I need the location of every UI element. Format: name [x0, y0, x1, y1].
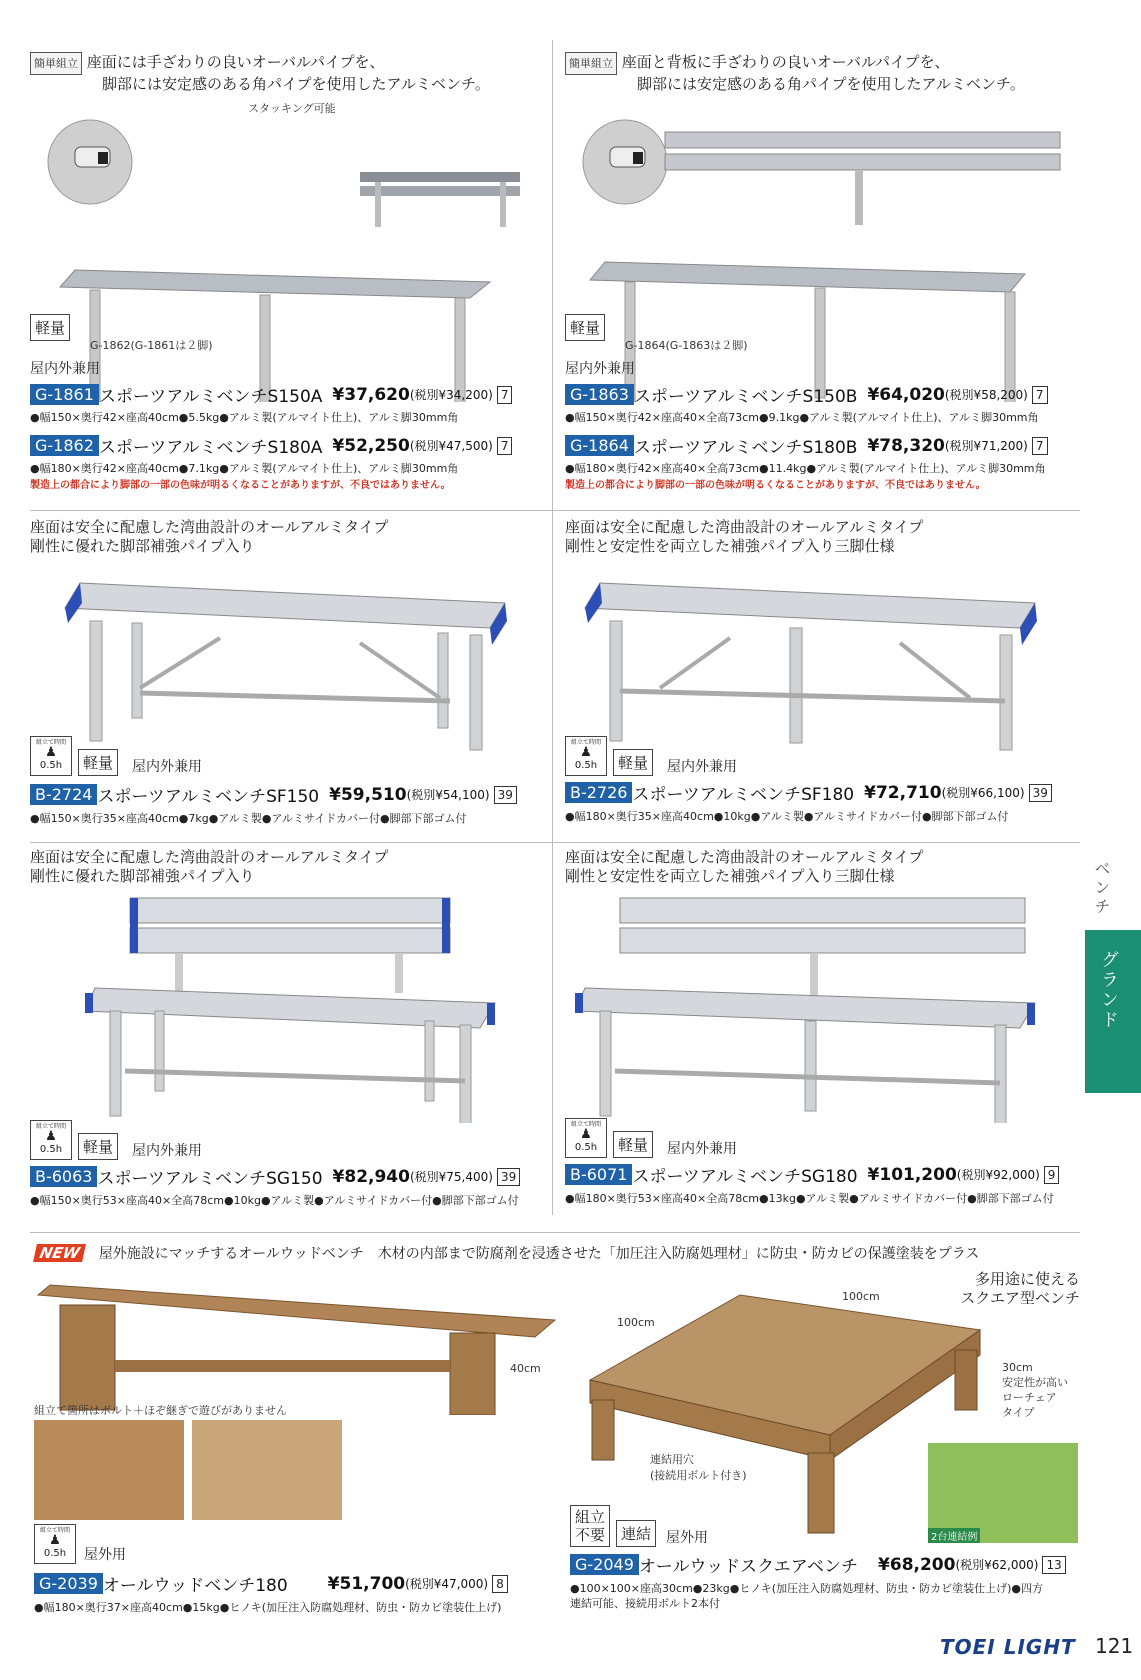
stacking-label: スタッキング可能	[248, 102, 336, 115]
joint-photo-2	[192, 1420, 342, 1520]
photo-label: 2台連結例	[928, 1528, 980, 1543]
dim-height-40: 40cm	[510, 1362, 541, 1375]
headline-2: 剛性と安定性を両立した補強パイプ入り三脚仕様	[565, 867, 895, 885]
product-row-g2049	[570, 1552, 1080, 1577]
page-ref: 13	[1042, 1556, 1065, 1574]
product-panel-g1863	[565, 52, 1080, 491]
product-price: ¥59,510	[329, 784, 407, 805]
lightweight-badge: 軽量	[565, 314, 605, 341]
price-excl-tax: (税別¥34,200)	[409, 388, 493, 402]
page-ref: 7	[1032, 437, 1048, 455]
product-price: ¥52,250	[332, 435, 410, 456]
page-ref: 7	[497, 386, 513, 404]
product-spec: ●幅180×奥行37×座高40cm●15kg●ヒノキ(加圧注入防腐処理材、防虫・防カビ塗装仕上げ)	[34, 1601, 502, 1614]
page-ref: 7	[497, 437, 513, 455]
product-row-g1861	[30, 382, 545, 407]
row-divider-2	[30, 842, 1080, 843]
product-price: ¥82,940	[332, 1166, 410, 1187]
assembly-time-icon: 組立て時間 ♟ 0.5h	[30, 736, 72, 776]
wood-headline-text: 屋外施設にマッチするオールウッドベンチ 木材の内部まで防腐剤を浸透させた「加圧注入防腐処理材」に防虫・防カビの保護塗装をプラス	[98, 1246, 980, 1262]
assembly-time-icon: 組立て時間 ♟ 0.5h	[565, 736, 607, 776]
wood-bench-illustration	[30, 1275, 560, 1415]
headline-2: 剛性に優れた脚部補強パイプ入り	[30, 867, 255, 885]
usage-label: 屋外用	[666, 1530, 709, 1546]
row-divider-1	[30, 510, 1080, 511]
price-excl-tax: (税別¥54,100)	[406, 788, 490, 802]
assembly-time-icon: 組立て時間 ♟ 0.5h	[34, 1524, 76, 1564]
product-name: スポーツアルミベンチSG180	[632, 1167, 858, 1187]
page-ref: 8	[492, 1575, 508, 1593]
new-badge: NEW	[33, 1244, 86, 1262]
column-divider	[552, 40, 553, 1215]
category-label: ベンチ	[1092, 860, 1111, 917]
dim-width-100: 100cm	[842, 1290, 880, 1303]
easy-assembly-tag: 簡単組立	[565, 52, 617, 75]
product-spec: ●幅150×奥行35×座高40cm●7kg●アルミ製●アルミサイドカバー付●脚部下部ゴム付	[30, 812, 467, 825]
headline-1: 座面は安全に配慮した湾曲設計のオールアルミタイプ	[565, 518, 924, 536]
product-name: スポーツアルミベンチS150A	[98, 387, 323, 407]
assembly-time-icon: 組立て時間 ♟ 0.5h	[565, 1118, 607, 1158]
price-excl-tax: (税別¥47,500)	[409, 439, 493, 453]
page-ref: 39	[1029, 784, 1052, 802]
product-row-b6071	[565, 1162, 1080, 1187]
product-code: G-1863	[565, 384, 634, 405]
price-excl-tax: (税別¥58,200)	[944, 388, 1028, 402]
price-excl-tax: (税別¥47,000)	[405, 1577, 489, 1591]
product-price: ¥37,620	[332, 384, 410, 405]
headline-2: 脚部には安定感のある角パイプを使用したアルミベンチ。	[637, 75, 1025, 93]
product-panel-g1861	[30, 52, 545, 491]
product-code: G-1864	[565, 435, 634, 456]
lightweight-badge: 軽量	[78, 1133, 118, 1160]
brand-logo: TOEI LIGHT	[940, 1635, 1076, 1659]
headline-1: 座面は安全に配慮した湾曲設計のオールアルミタイプ	[30, 518, 389, 536]
assembly-time-icon: 組立て時間 ♟ 0.5h	[30, 1120, 72, 1160]
product-code: B-6063	[30, 1166, 97, 1187]
product-price: ¥101,200	[867, 1164, 957, 1185]
headline-1: 座面は安全に配慮した湾曲設計のオールアルミタイプ	[30, 848, 389, 866]
headline-1: 座面は安全に配慮した湾曲設計のオールアルミタイプ	[565, 848, 924, 866]
bench-illustration-sf180	[580, 573, 1060, 753]
page-ref: 9	[1044, 1166, 1060, 1184]
color-warning: 製造上の都合により脚部の一部の色味が明るくなることがありますが、不良ではありません。	[30, 480, 451, 491]
usage-label: 屋外用	[84, 1547, 126, 1563]
kids-photo	[928, 1443, 1078, 1543]
product-spec: ●幅180×奥行42×座高40×全高73cm●11.4kg●アルミ製(アルマイト仕上)、アルミ脚30mm角	[565, 462, 1046, 475]
color-warning: 製造上の都合により脚部の一部の色味が明るくなることがありますが、不良ではありません。	[565, 480, 986, 491]
page-ref: 39	[497, 1168, 520, 1186]
product-price: ¥78,320	[867, 435, 945, 456]
product-spec-2: 連結可能、接続用ボルト2本付	[570, 1597, 720, 1610]
product-row-g1862	[30, 433, 545, 458]
product-code: B-6071	[565, 1164, 632, 1185]
product-spec: ●幅180×奥行35×座高40cm●10kg●アルミ製●アルミサイドカバー付●脚部下部ゴム付	[565, 810, 1009, 823]
product-spec: ●幅150×奥行53×座高40×全高78cm●10kg●アルミ製●アルミサイドカバー付●脚部下部ゴム付	[30, 1194, 519, 1207]
joint-photo-1	[34, 1420, 184, 1520]
product-row-b6063	[30, 1164, 545, 1189]
wood-headline	[35, 1243, 979, 1263]
product-price: ¥64,020	[867, 384, 945, 405]
bench-illustration-sg150	[85, 893, 505, 1123]
product-panel-b6071	[565, 848, 1080, 1205]
lightweight-badge: 軽量	[613, 1131, 653, 1158]
easy-assembly-tag: 簡単組立	[30, 52, 82, 75]
page-number: 121	[1095, 1634, 1134, 1658]
product-price: ¥68,200	[878, 1554, 956, 1575]
product-name: スポーツアルミベンチS180A	[98, 438, 323, 458]
product-row-b2724	[30, 782, 545, 807]
product-code: B-2724	[30, 784, 97, 805]
joint-note: 組立て箇所はボルト＋ほぞ継ぎで遊びがありません	[34, 1404, 287, 1417]
usage-label: 屋内外兼用	[30, 361, 100, 377]
product-code: G-2049	[570, 1554, 639, 1575]
bench-illustration-sf150	[60, 573, 530, 753]
product-name: スポーツアルミベンチSF180	[632, 785, 855, 805]
no-assembly-badge: 組立 不要	[570, 1505, 610, 1547]
lightweight-badge: 軽量	[613, 749, 653, 776]
page-ref: 39	[494, 786, 517, 804]
product-name: スポーツアルミベンチSG150	[97, 1169, 323, 1189]
product-panel-b6063	[30, 848, 545, 1207]
product-panel-b2726	[565, 518, 1080, 823]
price-excl-tax: (税別¥75,400)	[409, 1170, 493, 1184]
product-name: オールウッドスクエアベンチ	[638, 1557, 859, 1577]
price-excl-tax: (税別¥71,200)	[944, 439, 1028, 453]
product-spec: ●幅180×奥行42×座高40cm●7.1kg●アルミ製(アルマイト仕上)、アルミ脚30mm角	[30, 462, 459, 475]
product-panel-b2724	[30, 518, 545, 825]
product-name: スポーツアルミベンチS180B	[633, 438, 858, 458]
price-excl-tax: (税別¥62,000)	[955, 1558, 1039, 1572]
headline-2: 剛性に優れた脚部補強パイプ入り	[30, 537, 255, 555]
row-divider-3	[30, 1232, 1080, 1233]
product-row-g2039	[34, 1571, 554, 1596]
usage-label: 屋内外兼用	[565, 361, 635, 377]
product-spec: ●幅150×奥行42×座高40cm●5.5kg●アルミ製(アルマイト仕上)、アルミ脚30mm角	[30, 411, 459, 424]
lightweight-badge: 軽量	[30, 314, 70, 341]
price-excl-tax: (税別¥92,000)	[956, 1168, 1040, 1182]
headline-1: 座面には手ざわりの良いオーバルパイプを、	[86, 53, 385, 71]
product-row-g1864	[565, 433, 1080, 458]
headline-1: 座面と背板に手ざわりの良いオーバルパイプを、	[621, 53, 950, 71]
product-spec: ●幅180×奥行53×座高40×全高78cm●13kg●アルミ製●アルミサイドカバー付●脚部下部ゴム付	[565, 1192, 1054, 1205]
hole-note: 連結用穴 (接続用ボルト付き)	[650, 1453, 747, 1482]
product-price: ¥72,710	[864, 782, 942, 803]
product-spec: ●100×100×座高30cm●23kg●ヒノキ(加圧注入防腐処理材、防虫・防カビ塗装仕上げ)●四方	[570, 1582, 1043, 1595]
product-price: ¥51,700	[327, 1573, 406, 1594]
connectable-badge: 連結	[616, 1520, 656, 1547]
bench-illustration-s150a	[30, 102, 550, 402]
bench-illustration-s150b	[565, 102, 1080, 402]
product-spec: ●幅150×奥行42×座高40×全高73cm●9.1kg●アルミ製(アルマイト仕上)、アルミ脚30mm角	[565, 411, 1039, 424]
page-ref: 7	[1032, 386, 1048, 404]
model-caption: G-1864(G-1863は２脚)	[625, 339, 748, 352]
price-excl-tax: (税別¥66,100)	[941, 786, 1025, 800]
category-tab-label[interactable]: グランド	[1098, 950, 1119, 1030]
usage-label: 屋内外兼用	[132, 759, 203, 775]
square-title: 多用途に使える スクエア型ベンチ	[960, 1270, 1080, 1307]
product-name: オールウッドベンチ180	[102, 1576, 288, 1596]
lightweight-badge: 軽量	[78, 749, 118, 776]
product-name: スポーツアルミベンチSF150	[97, 787, 320, 807]
product-row-g1863	[565, 382, 1080, 407]
square-note: 30cm 安定性が高い ローチェア タイプ	[1002, 1361, 1068, 1419]
product-row-b2726	[565, 780, 1080, 805]
usage-label: 屋内外兼用	[132, 1143, 203, 1159]
dim-depth-100: 100cm	[617, 1316, 655, 1329]
usage-label: 屋内外兼用	[667, 1141, 738, 1157]
bench-illustration-sg180	[575, 893, 1055, 1123]
product-name: スポーツアルミベンチS150B	[633, 387, 858, 407]
usage-label: 屋内外兼用	[667, 759, 738, 775]
headline-2: 脚部には安定感のある角パイプを使用したアルミベンチ。	[102, 75, 490, 93]
product-code: G-1861	[30, 384, 99, 405]
product-code: B-2726	[565, 782, 632, 803]
product-code: G-2039	[34, 1573, 103, 1594]
product-code: G-1862	[30, 435, 99, 456]
headline-2: 剛性と安定性を両立した補強パイプ入り三脚仕様	[565, 537, 895, 555]
model-caption: G-1862(G-1861は２脚)	[90, 339, 213, 352]
